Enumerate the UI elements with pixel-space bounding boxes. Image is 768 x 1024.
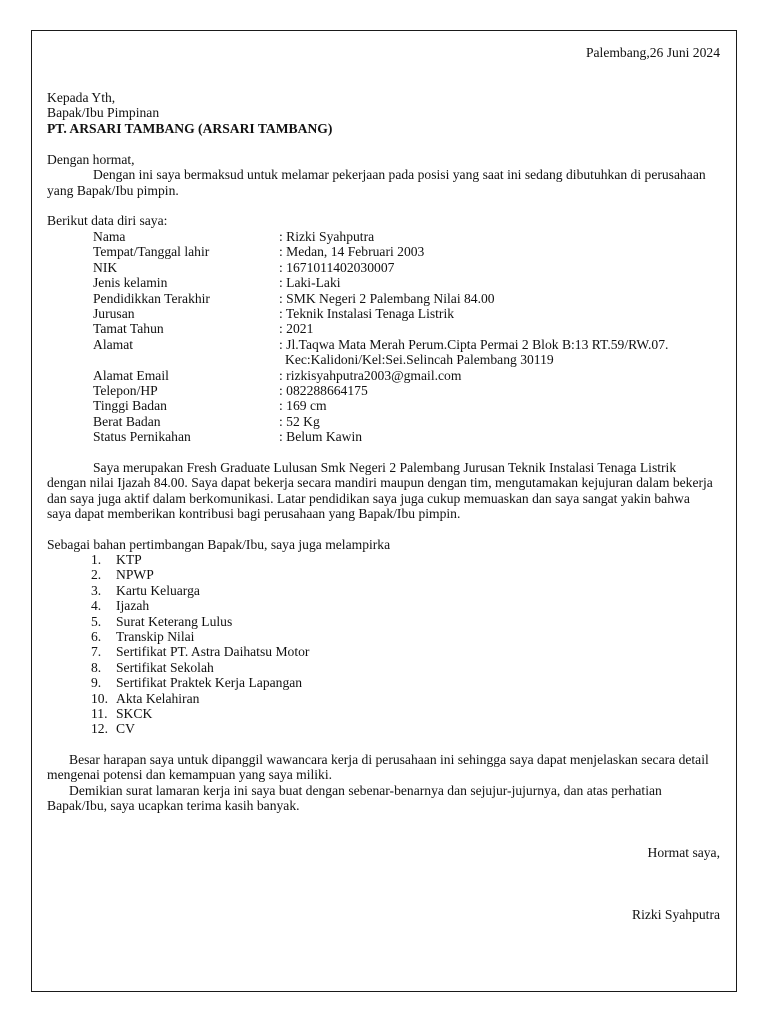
- data-label: Alamat: [93, 336, 134, 352]
- data-row: [93, 244, 668, 259]
- data-value: [279, 337, 668, 368]
- recipient-block: [47, 90, 332, 136]
- list-number: 5.: [91, 613, 102, 629]
- attachments-list: [91, 552, 309, 737]
- list-item: [91, 706, 309, 721]
- recipient-title: Bapak/Ibu Pimpinan: [47, 105, 160, 121]
- data-label: Tempat/Tanggal lahir: [93, 244, 210, 260]
- data-row: [93, 429, 668, 444]
- data-label: Jurusan: [93, 306, 135, 322]
- data-label: Telepon/HP: [93, 383, 158, 399]
- list-item: [91, 552, 309, 567]
- list-text: Kartu Keluarga: [116, 582, 200, 598]
- list-number: 9.: [91, 675, 102, 691]
- personal-data-intro: Berikut data diri saya:: [47, 213, 168, 228]
- data-row: [93, 291, 668, 306]
- sign-off: Hormat saya,: [647, 845, 720, 860]
- list-number: 12.: [91, 721, 108, 737]
- list-item: [91, 598, 309, 613]
- recipient-company: PT. ARSARI TAMBANG (ARSARI TAMBANG): [47, 120, 333, 136]
- list-number: 3.: [91, 582, 102, 598]
- list-number: 11.: [91, 706, 108, 722]
- data-value: : rizkisyahputra2003@gmail.com: [279, 367, 462, 383]
- list-number: 1.: [91, 552, 102, 567]
- data-row: [93, 398, 668, 413]
- list-text: NPWP: [116, 567, 154, 583]
- signer-name: Rizki Syahputra: [632, 907, 720, 922]
- closing-block: [47, 752, 719, 814]
- data-row: [93, 337, 668, 368]
- data-label: Pendidikkan Terakhir: [93, 290, 210, 306]
- list-text: SKCK: [116, 706, 153, 722]
- data-label: Berat Badan: [93, 413, 161, 429]
- list-text: Sertifikat Praktek Kerja Lapangan: [116, 675, 303, 691]
- greeting-text: Dengan hormat,: [47, 152, 135, 167]
- data-value: : 52 Kg: [279, 413, 320, 429]
- list-item: [91, 583, 309, 598]
- data-value: : Laki-Laki: [279, 275, 341, 291]
- data-label: Jenis kelamin: [93, 275, 168, 291]
- data-label: Tinggi Badan: [93, 398, 167, 414]
- data-value: : Belum Kawin: [279, 429, 363, 445]
- data-value: : Medan, 14 Februari 2003: [279, 244, 425, 260]
- list-text: Surat Keterang Lulus: [116, 613, 233, 629]
- list-text: Ijazah: [116, 598, 150, 614]
- list-text: Sertifikat PT. Astra Daihatsu Motor: [116, 644, 310, 660]
- data-label: Alamat Email: [93, 367, 169, 383]
- list-number: 2.: [91, 567, 102, 583]
- data-label: NIK: [93, 259, 118, 275]
- greeting-block: [47, 152, 707, 198]
- data-value: : 1671011402030007: [279, 259, 395, 275]
- list-text: CV: [116, 721, 135, 737]
- list-number: 6.: [91, 629, 102, 645]
- data-label: Tamat Tahun: [93, 321, 164, 337]
- data-value: : Teknik Instalasi Tenaga Listrik: [279, 306, 455, 322]
- list-item: [91, 691, 309, 706]
- data-value: : 082288664175: [279, 383, 368, 399]
- intro-paragraph: Dengan ini saya bermaksud untuk melamar pekerjaan pada posisi yang saat ini sedang dibutuhkan di perusahaan yang Bapak/Ibu pimpin.: [47, 167, 706, 198]
- data-value: : SMK Negeri 2 Palembang Nilai 84.00: [279, 290, 495, 306]
- list-number: 10.: [91, 690, 108, 706]
- list-text: Transkip Nilai: [116, 629, 195, 645]
- list-text: Sertifikat Sekolah: [116, 659, 214, 675]
- list-item: [91, 614, 309, 629]
- list-item: [91, 721, 309, 736]
- data-value: : 2021: [279, 321, 314, 337]
- attachments-intro: Sebagai bahan pertimbangan Bapak/Ibu, saya juga melampirka: [47, 537, 391, 552]
- list-item: [91, 629, 309, 644]
- list-item: [91, 675, 309, 690]
- list-item: [91, 660, 309, 675]
- closing-paragraph-1: Besar harapan saya untuk dipanggil wawancara kerja di perusahaan ini sehingga saya dapat menjelaskan secara detail mengenai potensi dan kemampuan yang saya miliki.: [47, 752, 709, 783]
- personal-data-table: [93, 229, 668, 445]
- body-paragraph: Saya merupakan Fresh Graduate Lulusan Smk Negeri 2 Palembang Jurusan Teknik Instalasi Tenaga Listrik dengan nilai Ijazah 84.00. Saya dapat bekerja secara mandiri maupun dengan tim, mengutamakan kejujuran dalam bekerja dan saya juga aktif dalam berkomunikasi. Latar pendidikan saya juga cukup memuaskan dan saya sangat yakin bahwa saya dapat memberikan kontribusi bagi perusahaan yang Bapak/Ibu pimpin.: [47, 460, 713, 522]
- data-label: Nama: [93, 229, 126, 244]
- letter-page: [31, 30, 737, 992]
- list-text: KTP: [116, 552, 142, 567]
- data-value: : Rizki Syahputra: [279, 229, 375, 244]
- list-number: 8.: [91, 659, 102, 675]
- list-item: [91, 644, 309, 659]
- address-line-2: Kec:Kalidoni/Kel:Sei.Selincah Palembang 30119: [285, 352, 554, 368]
- closing-paragraph-2: Demikian surat lamaran kerja ini saya buat dengan sebenar-benarnya dan sejujur-jujurnya, dan atas perhatian Bapak/Ibu, saya ucapkan terima kasih banyak.: [47, 782, 662, 814]
- data-row: [93, 275, 668, 290]
- data-row: [93, 306, 668, 321]
- list-item: [91, 567, 309, 582]
- data-row: [93, 321, 668, 336]
- data-row: [93, 229, 668, 244]
- data-row: [93, 260, 668, 275]
- data-row: [93, 414, 668, 429]
- letter-date: Palembang,26 Juni 2024: [585, 45, 720, 60]
- data-row: [93, 368, 668, 383]
- recipient-salutation: Kepada Yth,: [47, 90, 116, 105]
- data-label: Status Pernikahan: [93, 429, 191, 445]
- address-line-1: : Jl.Taqwa Mata Merah Perum.Cipta Permai 2 Blok B:13 RT.59/RW.07.: [279, 336, 669, 352]
- list-text: Akta Kelahiran: [116, 690, 200, 706]
- list-number: 7.: [91, 644, 102, 660]
- data-row: [93, 383, 668, 398]
- data-value: : 169 cm: [279, 398, 327, 414]
- list-number: 4.: [91, 598, 102, 614]
